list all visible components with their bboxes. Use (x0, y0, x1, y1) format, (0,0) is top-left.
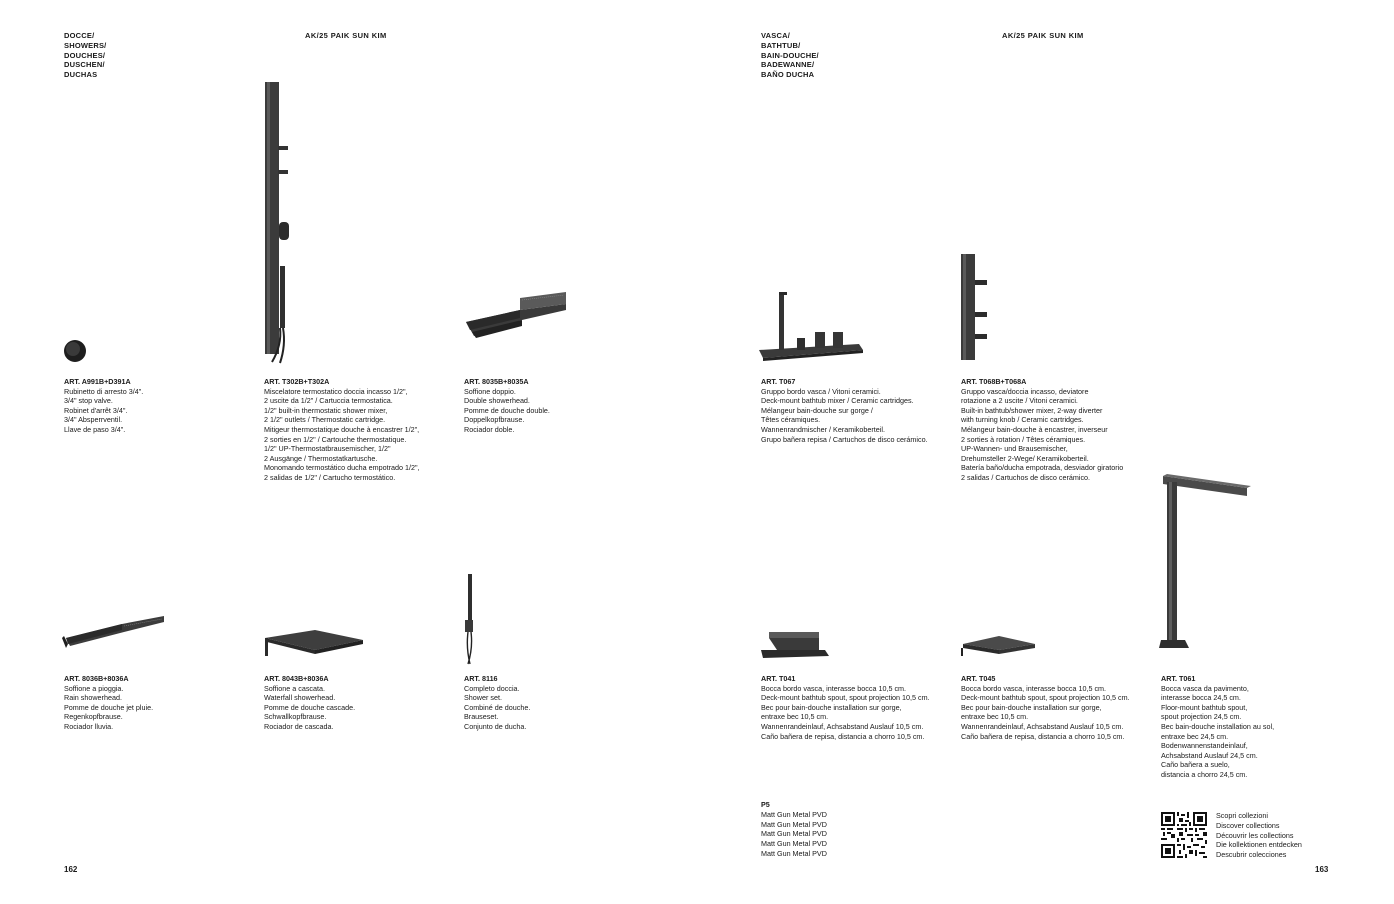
product-item (464, 674, 530, 732)
product-desc: 3/4" Absperrventil. (64, 415, 123, 425)
product-desc: Mélangeur bain-douche sur gorge / (761, 405, 873, 415)
product-item (64, 674, 153, 732)
product-desc: 2 Ausgänge / Thermostatkartusche. (264, 453, 378, 463)
product-desc: Monomando termostático ducha empotrado 1/2", (264, 463, 420, 473)
product-desc: Gruppo vasca/doccia incasso, deviatore (961, 386, 1089, 396)
product-desc: Drehumsteller 2-Wege/ Keramikoberteil. (961, 453, 1089, 463)
product-desc: Robinet d'arrêt 3/4". (64, 405, 128, 415)
product-desc: Combiné de douche. (464, 702, 531, 712)
product-item (464, 377, 550, 435)
product-desc: with turning knob / Ceramic cartridges. (961, 415, 1084, 425)
product-desc: UP-Wannen- und Brausemischer, (961, 444, 1068, 454)
collection-title: AK/25 PAIK SUN KIM (1002, 31, 1084, 40)
discover-label: Die kollektionen entdecken (1216, 840, 1302, 850)
product-desc: Achsabstand Auslauf 24,5 cm. (1161, 750, 1258, 760)
product-desc: Batería baño/ducha empotrada, desviador giratorio (961, 463, 1124, 473)
product-desc: entraxe bec 10,5 cm. (961, 712, 1029, 722)
product-desc: 2 salidas de 1/2" / Cartucho termostático. (264, 472, 396, 482)
product-desc: Mélangeur bain-douche à encastrer, inverseur (961, 424, 1108, 434)
deck-spout-t045-image (959, 630, 1039, 660)
product-code: ART. 8036B+8036A (64, 674, 129, 683)
rain-showerhead-image (62, 608, 168, 652)
product-item (1161, 674, 1274, 780)
product-desc: Rubinetto di arresto 3/4". (64, 386, 144, 396)
floor-mount-spout-image (1159, 472, 1253, 654)
product-code: ART. 8116 (464, 674, 498, 683)
discover-label: Scopri collezioni (1216, 811, 1268, 820)
product-desc: Caño bañera a suelo, (1161, 760, 1230, 770)
product-desc: Bocca bordo vasca, interasse bocca 10,5 cm. (761, 683, 907, 693)
product-desc: interasse bocca 24,5 cm. (1161, 693, 1241, 703)
stop-valve-image (62, 338, 88, 364)
product-desc: Pomme de douche double. (464, 405, 550, 415)
product-code: ART. 8035B+8035A (464, 377, 529, 386)
product-item (264, 674, 355, 732)
product-desc: Brauseset. (464, 712, 499, 722)
product-desc: Rociador de cascada. (264, 721, 334, 731)
product-desc: Bec pour bain-douche installation sur gorge, (961, 702, 1102, 712)
product-desc: Floor-mount bathtub spout, (1161, 702, 1248, 712)
discover-label: Découvrir les collections (1216, 830, 1294, 840)
product-item (961, 674, 1130, 741)
product-desc: Deck-mount bathtub spout, spout projection 10,5 cm. (961, 693, 1130, 703)
finish-block (761, 800, 827, 859)
finish-code: P5 (761, 800, 770, 809)
product-code: ART. T067 (761, 377, 796, 386)
product-desc: Gruppo bordo vasca / Vitoni ceramici. (761, 386, 881, 396)
product-desc: Regenkopfbrause. (64, 712, 123, 722)
product-desc: Deck-mount bathtub spout, spout projection 10,5 cm. (761, 693, 930, 703)
shower-set-image (462, 572, 482, 666)
finish-name: Matt Gun Metal PVD (761, 809, 827, 819)
product-desc: Mitigeur thermostatique douche à encastrer 1/2", (264, 424, 420, 434)
product-desc: Soffione doppio. (464, 386, 516, 396)
built-in-bath-mixer-image (959, 252, 993, 364)
product-desc: Bocca bordo vasca, interasse bocca 10,5 cm. (961, 683, 1107, 693)
product-desc: entraxe bec 24,5 cm. (1161, 731, 1229, 741)
product-desc: Bec bain-douche installation au sol, (1161, 721, 1275, 731)
product-desc: Schwallkopfbrause. (264, 712, 327, 722)
product-item (761, 377, 928, 444)
product-desc: 2 sorties à rotation / Têtes céramiques. (961, 434, 1086, 444)
thermostatic-column-image (262, 80, 294, 365)
product-desc: Completo doccia. (464, 683, 520, 693)
product-item (264, 377, 420, 483)
product-desc: 1/2" UP-Thermostatbrausemischer, 1/2" (264, 444, 391, 454)
product-desc: Double showerhead. (464, 396, 530, 406)
product-desc: Deck-mount bathtub mixer / Ceramic cartridges. (761, 396, 914, 406)
product-desc: rotazione a 2 uscite / Vitoni ceramici. (961, 396, 1078, 406)
product-item (64, 377, 143, 435)
product-desc: 2 uscite da 1/2" / Cartuccia termostatica. (264, 396, 393, 406)
product-code: ART. T061 (1161, 674, 1196, 683)
page-number: 162 (64, 865, 78, 874)
section-header: VASCA/ BATHTUB/ BAIN-DOUCHE/ BADEWANNE/ BAÑO DUCHA (761, 31, 819, 80)
product-desc: entraxe bec 10,5 cm. (761, 712, 829, 722)
product-desc: distancia a chorro 24,5 cm. (1161, 769, 1248, 779)
product-desc: Bocca vasca da pavimento, (1161, 683, 1249, 693)
product-desc: Llave de paso 3/4". (64, 424, 126, 434)
discover-label: Descubrir colecciones (1216, 850, 1287, 860)
finish-name: Matt Gun Metal PVD (761, 819, 827, 829)
product-code: ART. T068B+T068A (961, 377, 1027, 386)
waterfall-showerhead-image (263, 624, 367, 660)
product-item (761, 674, 930, 741)
double-showerhead-image (462, 288, 572, 344)
deck-spout-t041-image (759, 628, 831, 662)
finish-name: Matt Gun Metal PVD (761, 829, 827, 839)
product-code: ART. A991B+D391A (64, 377, 131, 386)
collection-title: AK/25 PAIK SUN KIM (305, 31, 387, 40)
qr-code-icon[interactable] (1161, 812, 1207, 858)
product-desc: Rociador lluvia. (64, 721, 114, 731)
product-code: ART. T045 (961, 674, 996, 683)
product-desc: Shower set. (464, 693, 502, 703)
product-desc: Rociador doble. (464, 424, 515, 434)
product-desc: Caño bañera de repisa, distancia a chorro 10,5 cm. (761, 731, 925, 741)
product-desc: Têtes céramiques. (761, 415, 821, 425)
product-code: ART. T302B+T302A (264, 377, 330, 386)
product-desc: Caño bañera de repisa, distancia a chorro 10,5 cm. (961, 731, 1125, 741)
product-desc: 2 1/2" outlets / Thermostatic cartridge. (264, 415, 386, 425)
finish-name: Matt Gun Metal PVD (761, 839, 827, 849)
product-desc: Pomme de douche jet pluie. (64, 702, 154, 712)
product-desc: 3/4" stop valve. (64, 396, 113, 406)
product-desc: Conjunto de ducha. (464, 721, 527, 731)
product-desc: Pomme de douche cascade. (264, 702, 356, 712)
product-desc: Bodenwannenstandeinlauf, (1161, 741, 1248, 751)
product-item (961, 377, 1123, 483)
section-header: DOCCE/ SHOWERS/ DOUCHES/ DUSCHEN/ DUCHAS (64, 31, 107, 80)
finish-name: Matt Gun Metal PVD (761, 848, 827, 858)
product-desc: Doppelkopfbrause. (464, 415, 525, 425)
product-desc: Miscelatore termostatico doccia incasso 1/2", (264, 386, 408, 396)
page-number: 163 (1315, 865, 1329, 874)
deck-mount-mixer-image (759, 288, 865, 362)
product-desc: 1/2" built-in thermostatic shower mixer, (264, 405, 388, 415)
product-desc: Wannenrandeinlauf, Achsabstand Auslauf 10,5 cm. (761, 721, 924, 731)
discover-label: Discover collections (1216, 820, 1280, 830)
product-desc: spout projection 24,5 cm. (1161, 712, 1242, 722)
product-desc: Waterfall showerhead. (264, 693, 336, 703)
product-desc: Wannenrandeinlauf, Achsabstand Auslauf 10,5 cm. (961, 721, 1124, 731)
product-desc: Bec pour bain-douche installation sur gorge, (761, 702, 902, 712)
product-desc: Wannenrandmischer / Keramikoberteil. (761, 424, 885, 434)
right-page (697, 0, 1394, 904)
product-code: ART. T041 (761, 674, 796, 683)
product-desc: Built-in bathtub/shower mixer, 2-way diverter (961, 405, 1103, 415)
product-desc: Soffione a cascata. (264, 683, 326, 693)
product-desc: Rain showerhead. (64, 693, 122, 703)
product-desc: Grupo bañera repisa / Cartuchos de disco cerámico. (761, 434, 928, 444)
product-code: ART. 8043B+8036A (264, 674, 329, 683)
product-desc: 2 salidas / Cartuchos de disco cerámico. (961, 472, 1091, 482)
product-desc: 2 sorties en 1/2" / Cartouche thermostatique. (264, 434, 407, 444)
discover-collections[interactable] (1216, 811, 1302, 860)
product-desc: Soffione a pioggia. (64, 683, 124, 693)
